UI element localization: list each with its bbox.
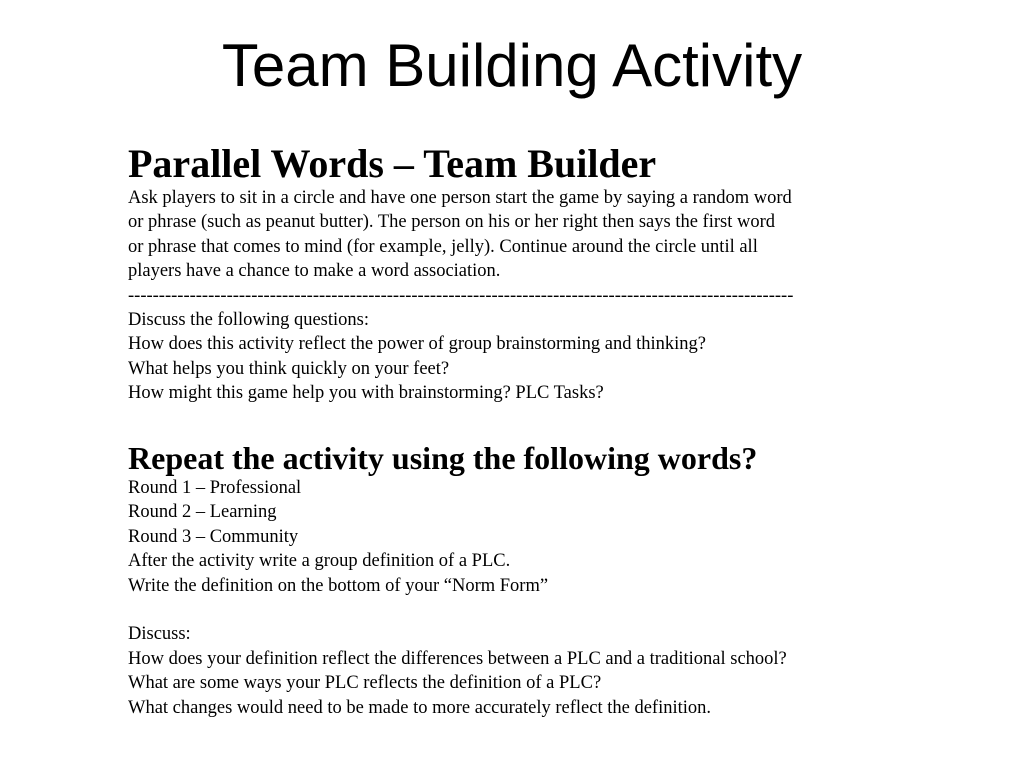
description-line: or phrase that comes to mind (for example, jelly). Continue around the circle until all (128, 236, 758, 257)
round-item: Round 1 – Professional (128, 478, 302, 499)
slide-body (128, 142, 1008, 720)
description-line: players have a chance to make a word association. (128, 261, 501, 282)
question-line: How does your definition reflect the differences between a PLC and a traditional school? (128, 648, 787, 669)
discuss-intro: Discuss the following questions: (128, 310, 370, 331)
discussion-questions (128, 332, 1008, 405)
question-line: What helps you think quickly on your feet? (128, 358, 450, 379)
slide-title: Team Building Activity (221, 32, 803, 99)
instruction-line: After the activity write a group definition of a PLC. (128, 551, 511, 572)
question-line: What changes would need to be made to more accurately reflect the definition. (128, 697, 712, 718)
description-line: Ask players to sit in a circle and have one person start the game by saying a random word (128, 188, 792, 208)
instruction-line: Write the definition on the bottom of your “Norm Form” (128, 575, 549, 596)
final-discussion-questions (128, 647, 1008, 720)
discuss-label: Discuss: (128, 624, 191, 645)
description-line: or phrase (such as peanut butter). The person on his or her right then says the first word (128, 212, 775, 233)
activity-heading: Parallel Words – Team Builder (128, 141, 657, 186)
question-line: What are some ways your PLC reflects the definition of a PLC? (128, 673, 602, 694)
round-item: Round 3 – Community (128, 526, 299, 547)
instructions (128, 549, 1008, 598)
question-line: How does this activity reflect the power of group brainstorming and thinking? (128, 334, 706, 355)
activity-description (128, 186, 1008, 284)
dashed-divider: ------------------------------------------------------------------------------------------------------------ (128, 285, 794, 306)
round-item: Round 2 – Learning (128, 502, 277, 523)
rounds-list (128, 476, 1008, 549)
question-line: How might this game help you with brainstorming? PLC Tasks? (128, 383, 604, 404)
repeat-heading: Repeat the activity using the following words? (128, 440, 758, 477)
